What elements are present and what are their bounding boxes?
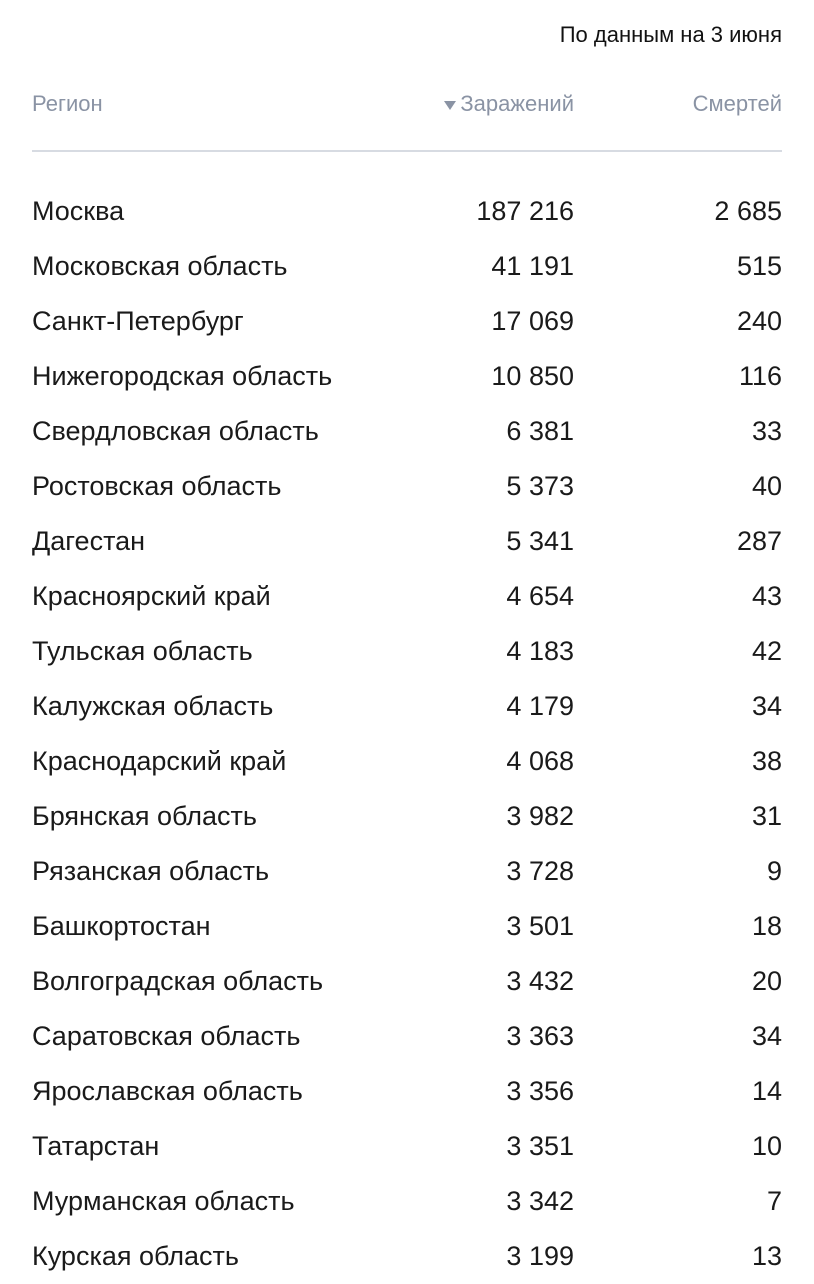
regions-table [32,86,782,1284]
table-row [32,404,782,459]
table-row [32,734,782,789]
table-row [32,1229,782,1284]
region-cell: Москва [32,196,125,226]
cases-cell: 6 381 [506,416,574,446]
region-cell: Свердловская область [32,416,319,446]
deaths-cell: 34 [751,1021,782,1051]
deaths-cell: 42 [751,636,782,666]
region-cell: Рязанская область [32,856,270,886]
deaths-cell: 43 [751,581,782,611]
region-cell: Санкт-Петербург [32,306,244,336]
deaths-cell: 38 [751,746,782,776]
region-cell: Брянская область [32,801,257,831]
region-cell: Ростовская область [32,471,282,501]
region-cell: Калужская область [32,691,274,721]
region-cell: Дагестан [32,526,146,556]
cases-cell: 41 191 [491,251,574,281]
deaths-cell: 31 [751,801,782,831]
region-cell: Татарстан [32,1131,160,1161]
deaths-cell: 18 [751,911,782,941]
cases-cell: 5 341 [506,526,574,556]
cases-cell: 4 179 [506,691,574,721]
cases-cell: 3 501 [506,911,574,941]
table-row [32,679,782,734]
region-cell: Ярославская область [32,1076,303,1106]
deaths-column-header[interactable]: Смертей [692,91,782,116]
region-column-header[interactable]: Регион [32,91,103,116]
table-row [32,514,782,569]
deaths-cell: 9 [766,856,782,886]
table-body [32,184,782,1284]
deaths-cell: 2 685 [714,196,782,226]
table-row [32,459,782,514]
deaths-cell: 13 [751,1241,782,1271]
deaths-cell: 240 [736,306,782,336]
cases-cell: 5 373 [506,471,574,501]
region-cell: Красноярский край [32,581,271,611]
deaths-cell: 10 [751,1131,782,1161]
header-divider [32,150,782,152]
deaths-cell: 14 [751,1076,782,1106]
cases-cell: 4 183 [506,636,574,666]
cases-cell: 4 068 [506,746,574,776]
cases-cell: 3 342 [506,1186,574,1216]
region-cell: Краснодарский край [32,746,287,776]
data-date-note: По данным на 3 июня [559,22,782,47]
table-row [32,1009,782,1064]
table-row [32,239,782,294]
deaths-cell: 116 [738,361,782,391]
sort-descending-icon [444,101,456,110]
cases-cell: 4 654 [506,581,574,611]
deaths-cell: 33 [751,416,782,446]
region-cell: Нижегородская область [32,361,333,391]
table-row [32,844,782,899]
region-cell: Курская область [32,1241,239,1271]
table-row [32,294,782,349]
region-cell: Московская область [32,251,288,281]
region-cell: Тульская область [32,636,253,666]
region-cell: Башкортостан [32,911,211,941]
cases-cell: 3 199 [506,1241,574,1271]
table-row [32,1064,782,1119]
table-row [32,184,782,239]
deaths-cell: 515 [736,251,782,281]
table-row [32,954,782,1009]
cases-cell: 3 982 [506,801,574,831]
deaths-cell: 287 [736,526,782,556]
table-header [32,86,782,122]
region-cell: Саратовская область [32,1021,301,1051]
table-row [32,624,782,679]
table-row [32,1119,782,1174]
cases-cell: 187 216 [476,196,574,226]
cases-cell: 17 069 [491,306,574,336]
table-row [32,899,782,954]
cases-cell: 10 850 [491,361,574,391]
table-row [32,349,782,404]
cases-cell: 3 432 [506,966,574,996]
deaths-cell: 7 [766,1186,782,1216]
deaths-cell: 20 [751,966,782,996]
table-row [32,789,782,844]
table-row [32,569,782,624]
deaths-cell: 40 [751,471,782,501]
deaths-cell: 34 [751,691,782,721]
cases-cell: 3 356 [506,1076,574,1106]
cases-column-label: Заражений [460,91,574,116]
cases-cell: 3 363 [506,1021,574,1051]
region-cell: Мурманская область [32,1186,295,1216]
cases-cell: 3 728 [506,856,574,886]
cases-column-header[interactable] [374,91,574,117]
cases-cell: 3 351 [506,1131,574,1161]
table-row [32,1174,782,1229]
region-cell: Волгоградская область [32,966,324,996]
